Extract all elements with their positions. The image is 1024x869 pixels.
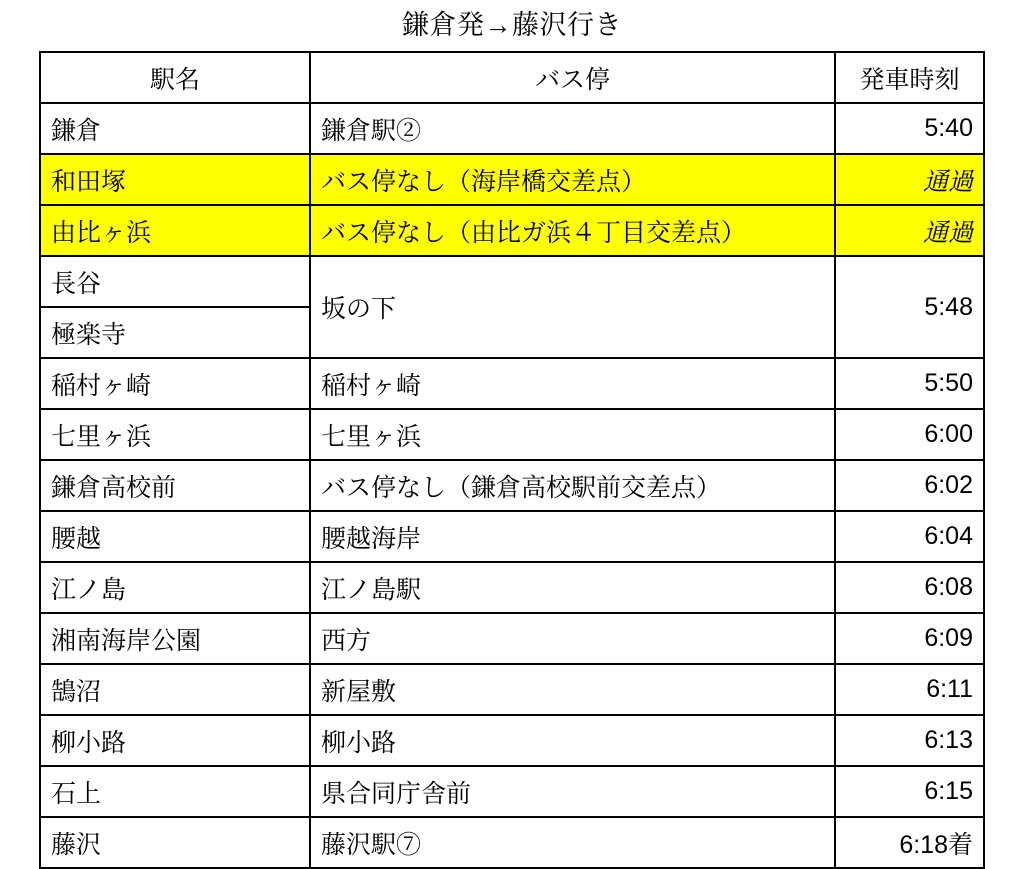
cell-bus-stop: 新屋敷 [310,664,835,715]
cell-departure-time: 6:08 [835,562,984,613]
table-row [40,766,984,817]
table-row [40,205,984,256]
cell-departure-pass: 通過 [835,154,984,205]
cell-departure-pass: 通過 [835,205,984,256]
cell-departure-time: 6:09 [835,613,984,664]
table-row [40,154,984,205]
table-row [40,409,984,460]
cell-station: 由比ヶ浜 [40,205,310,256]
table-row [40,256,984,307]
column-header-bus-stop: バス停 [310,52,835,103]
cell-bus-stop: 柳小路 [310,715,835,766]
cell-station: 石上 [40,766,310,817]
cell-departure-time: 6:02 [835,460,984,511]
table-row [40,613,984,664]
table-row [40,562,984,613]
cell-station: 鎌倉高校前 [40,460,310,511]
timetable [39,51,985,869]
cell-departure-time: 6:00 [835,409,984,460]
cell-bus-stop: 稲村ヶ崎 [310,358,835,409]
table-row [40,715,984,766]
cell-station: 腰越 [40,511,310,562]
cell-bus-stop: 坂の下 [310,256,835,358]
cell-departure-time: 6:04 [835,511,984,562]
cell-bus-stop: 西方 [310,613,835,664]
column-header-station: 駅名 [40,52,310,103]
table-row [40,664,984,715]
cell-station: 和田塚 [40,154,310,205]
cell-station: 柳小路 [40,715,310,766]
cell-bus-stop: 腰越海岸 [310,511,835,562]
table-row [40,460,984,511]
page-title: 鎌倉発→藤沢行き [402,10,622,40]
cell-station: 藤沢 [40,817,310,868]
cell-bus-stop: バス停なし（鎌倉高校駅前交差点） [310,460,835,511]
cell-departure-time: 6:18着 [835,817,984,868]
column-header-departure: 発車時刻 [835,52,984,103]
table-row [40,817,984,868]
table-body [40,103,984,868]
cell-bus-stop: 江ノ島駅 [310,562,835,613]
table-header-row [40,52,984,103]
cell-bus-stop: 鎌倉駅② [310,103,835,154]
cell-departure-time: 5:48 [835,256,984,358]
cell-departure-time: 5:50 [835,358,984,409]
cell-bus-stop: 七里ヶ浜 [310,409,835,460]
table-row [40,103,984,154]
cell-bus-stop: 藤沢駅⑦ [310,817,835,868]
cell-bus-stop: バス停なし（由比ガ浜４丁目交差点） [310,205,835,256]
table-header [40,52,984,103]
cell-departure-time: 6:11 [835,664,984,715]
cell-station: 鵠沼 [40,664,310,715]
cell-station: 七里ヶ浜 [40,409,310,460]
cell-departure-time: 6:15 [835,766,984,817]
table-row [40,511,984,562]
cell-departure-time: 5:40 [835,103,984,154]
cell-station: 極楽寺 [40,307,310,358]
cell-bus-stop: 県合同庁舎前 [310,766,835,817]
cell-station: 湘南海岸公園 [40,613,310,664]
cell-departure-time: 6:13 [835,715,984,766]
cell-station: 長谷 [40,256,310,307]
table-row [40,358,984,409]
cell-bus-stop: バス停なし（海岸橋交差点） [310,154,835,205]
cell-station: 稲村ヶ崎 [40,358,310,409]
cell-station: 鎌倉 [40,103,310,154]
cell-station: 江ノ島 [40,562,310,613]
